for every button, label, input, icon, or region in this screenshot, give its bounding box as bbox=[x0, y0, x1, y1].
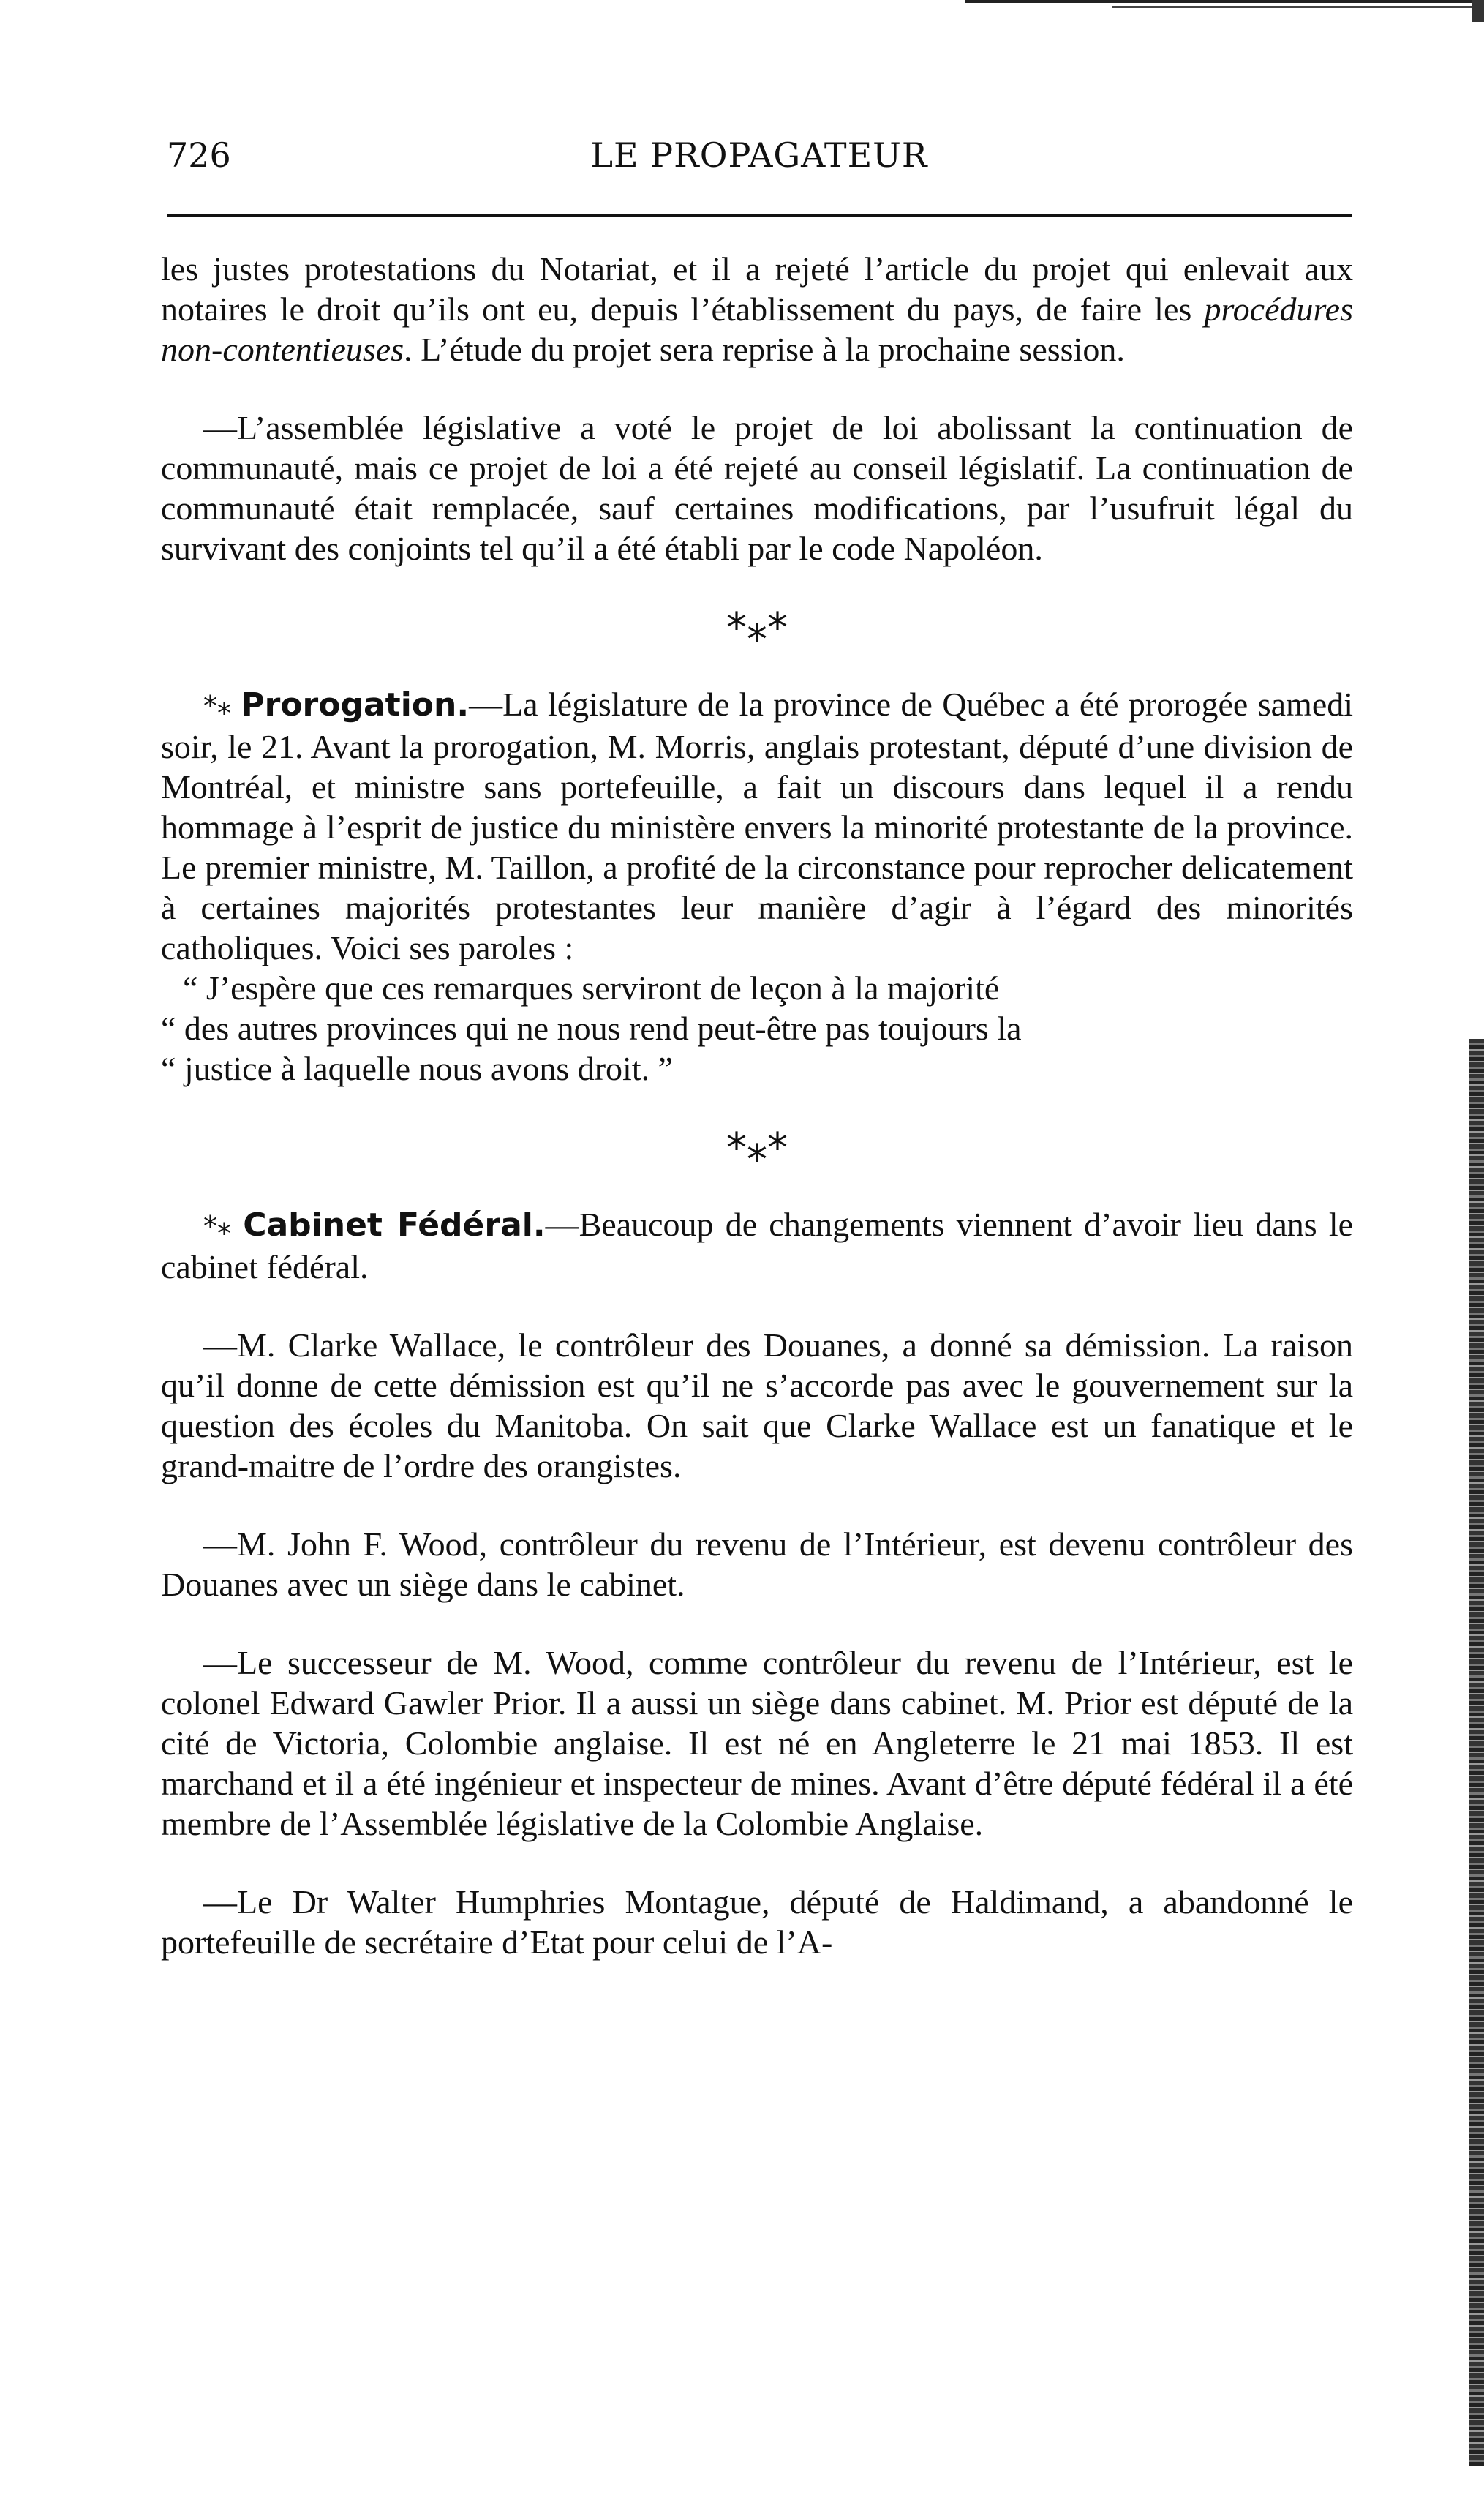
p1-text-c: blissement du pays, de faire les bbox=[750, 290, 1205, 328]
star: * bbox=[747, 616, 767, 664]
star: * bbox=[726, 1125, 747, 1172]
star: * bbox=[726, 604, 747, 652]
star: * bbox=[747, 1136, 767, 1184]
page-header bbox=[167, 135, 1352, 187]
quote-line-1: “ J’espère que ces remarques serviront de leçon à la majorité bbox=[183, 969, 1000, 1007]
paragraph-montague: —Le Dr Walter Humphries Montague, député de Haldimand, a abandonné le portefeuille de secrétaire d’Etat pour celui de l’A- bbox=[161, 1883, 1353, 1961]
section-marker bbox=[203, 1210, 231, 1250]
star: * bbox=[217, 1217, 231, 1250]
section-separator-2 bbox=[161, 1125, 1353, 1184]
paragraph-wood: —M. John F. Wood, contrôleur du revenu de l’Intérieur, est devenu contrôleur des Douanes avec un siège dans le cabinet. bbox=[161, 1525, 1353, 1603]
paragraph-communaute: —L’assemblée législative a voté le projet de loi abolissant la continuation de communauté, mais ce projet de loi a été rejeté au conseil législatif. La continuation de communauté était remplacée, sauf certaines modifications, par l’usufruit légal du survivant des conjoints tel qu’il a été établi par le code Napoléon. bbox=[161, 409, 1353, 567]
star: * bbox=[203, 690, 217, 722]
page-body bbox=[161, 249, 1353, 2000]
p1-italic: procédures non-contentieuses bbox=[161, 290, 1353, 368]
section-separator-1 bbox=[161, 604, 1353, 664]
p1-text-b: jet qui enlevait aux notaires le droit qu’ils ont eu, depuis l’éta bbox=[161, 250, 1353, 328]
scan-top-edge-2 bbox=[1112, 6, 1484, 8]
paragraph-prorogation bbox=[161, 684, 1353, 968]
p1-text-a: les justes protestations du Notariat, et il a rejeté l’article du pro bbox=[161, 250, 1077, 288]
section-title-prorogation: Prorogation. bbox=[241, 686, 470, 724]
p1-text-d: . L’étude du projet sera reprise à la prochaine session. bbox=[404, 331, 1125, 368]
cabinet-text: —Beaucoup de changements viennent d’avoir lieu dans le cabinet fédéral. bbox=[161, 1206, 1354, 1285]
header-rule bbox=[167, 214, 1352, 217]
quote-line-2: “ des autres provinces qui ne nous rend peut-être pas toujours la bbox=[161, 1010, 1022, 1047]
paragraph-notariat bbox=[161, 249, 1353, 369]
star: * bbox=[217, 697, 231, 729]
running-title: LE PROPAGATEUR bbox=[590, 135, 928, 175]
star: * bbox=[767, 1125, 788, 1172]
star: * bbox=[203, 1210, 217, 1242]
page-number: 726 bbox=[167, 135, 231, 175]
section-marker bbox=[203, 690, 231, 729]
paragraph-cabinet-federal bbox=[161, 1204, 1353, 1287]
section-title-cabinet: Cabinet Fédéral. bbox=[243, 1206, 546, 1244]
paragraph-wallace: —M. Clarke Wallace, le contrôleur des Douanes, a donné sa démission. La raison qu’il donne de cette démission est qu’il ne s’accorde pas avec le gouvernement sur la question des écoles du Manitoba. On sait que Clarke Wallace est un fanatique et le grand-maitre de l’ordre des orangistes. bbox=[161, 1326, 1353, 1484]
scan-top-edge bbox=[965, 0, 1484, 3]
prorogation-text: —La législature de la province de Québec a été prorogée samedi soir, le 21. Avant la prorogation, M. Morris, anglais protestant, député d’une division de Montréal, et ministre sans portefeuille, a fait un discours dans lequel il a rendu hommage à l’esprit de justice du ministère envers la minorité protestante de la province. Le premier ministre, M. Taillon, a profité de la circonstance pour reprocher delicatement à certaines majorités protestantes leur manière d’agir à l’égard des minorités catholiques. Voici ses paroles : bbox=[161, 686, 1354, 966]
quote-line-3: “ justice à laquelle nous avons droit. ” bbox=[161, 1050, 674, 1087]
scan-right-edge-top bbox=[1472, 0, 1484, 22]
star: * bbox=[767, 604, 788, 652]
scan-right-edge bbox=[1469, 1039, 1484, 2466]
paragraph-prior: —Le successeur de M. Wood, comme contrôleur du revenu de l’Intérieur, est le colonel Edward Gawler Prior. Il a aussi un siège dans cabinet. M. Prior est député de la cité de Victoria, Colombie anglaise. Il est né en Angleterre le 21 mai 1853. Il est marchand et il a été ingénieur et inspecteur de mines. Avant d’être député fédéral il a été membre de l’Assemblée législative de la Colombie Anglaise. bbox=[161, 1644, 1353, 1842]
